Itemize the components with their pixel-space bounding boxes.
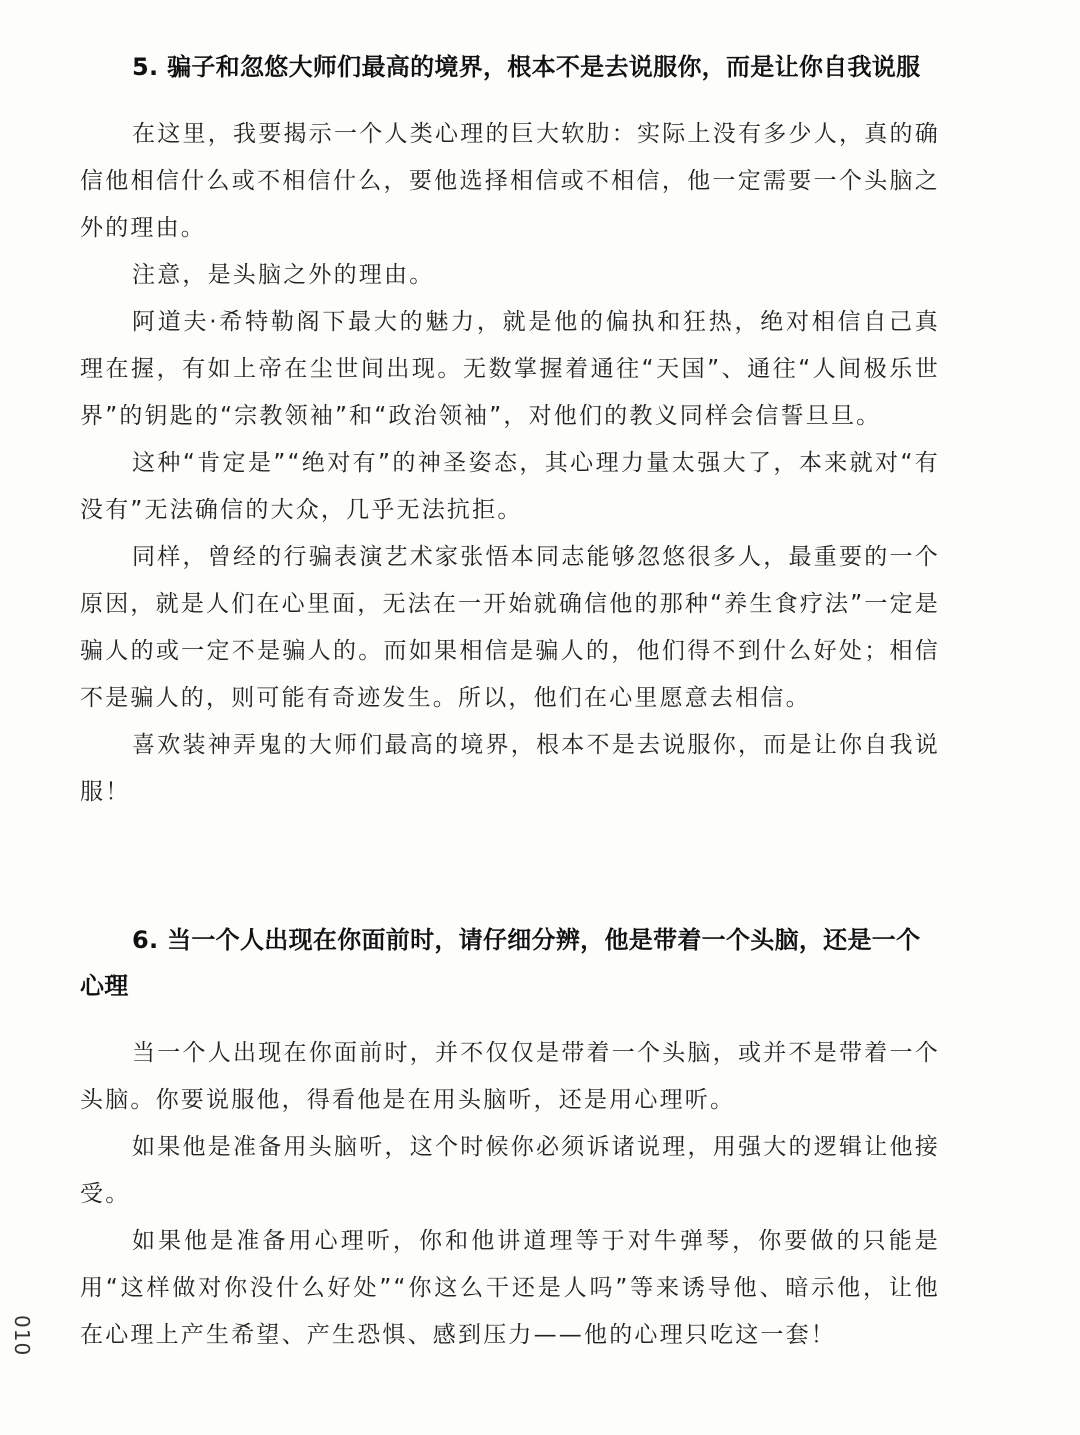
paragraph: 在这里，我要揭示一个人类心理的巨大软肋：实际上没有多少人，真的确信他相信什么或不相信什么，要他选择相信或不相信，他一定需要一个头脑之外的理由。 (80, 121, 940, 241)
paragraph: 阿道夫·希特勒阁下最大的魅力，就是他的偏执和狂热，绝对相信自己真理在握，有如上帝在尘世间出现。无数掌握着通往“天国”、通往“人间极乐世界”的钥匙的“宗教领袖”和“政治领袖”，对他们的教义同样会信誓旦旦。 (80, 309, 940, 429)
paragraph: 喜欢装神弄鬼的大师们最高的境界，根本不是去说服你，而是让你自我说服！ (80, 732, 940, 805)
paragraph: 注意，是头脑之外的理由。 (132, 262, 435, 288)
section-5-heading: 5. 骗子和忽悠大师们最高的境界，根本不是去说服你，而是让你自我说服 (132, 53, 921, 81)
paragraph: 当一个人出现在你面前时，并不仅仅是带着一个头脑，或并不是带着一个头脑。你要说服他，得看他是在用头脑听，还是用心理听。 (80, 1040, 940, 1113)
section-6-heading: 6. 当一个人出现在你面前时，请仔细分辨，他是带着一个头脑，还是一个心理 (80, 926, 921, 1000)
paragraph: 如果他是准备用头脑听，这个时候你必须诉诸说理，用强大的逻辑让他接受。 (80, 1134, 940, 1207)
paragraph: 这种“肯定是”“绝对有”的神圣姿态，其心理力量太强大了，本来就对“有没有”无法确信的大众，几乎无法抗拒。 (80, 450, 940, 523)
section-6-body (80, 1030, 940, 1359)
page-number: 010 (10, 1315, 34, 1357)
section-5-body (80, 111, 940, 816)
paragraph: 如果他是准备用心理听，你和他讲道理等于对牛弹琴，你要做的只能是用“这样做对你没什么好处”“你这么干还是人吗”等来诱导他、暗示他，让他在心理上产生希望、产生恐惧、感到压力——他的心理只吃这一套！ (80, 1228, 940, 1348)
paragraph: 同样，曾经的行骗表演艺术家张悟本同志能够忽悠很多人，最重要的一个原因，就是人们在心里面，无法在一开始就确信他的那种“养生食疗法”一定是骗人的或一定不是骗人的。而如果相信是骗人的，他们得不到什么好处；相信不是骗人的，则可能有奇迹发生。所以，他们在心里愿意去相信。 (80, 544, 940, 711)
